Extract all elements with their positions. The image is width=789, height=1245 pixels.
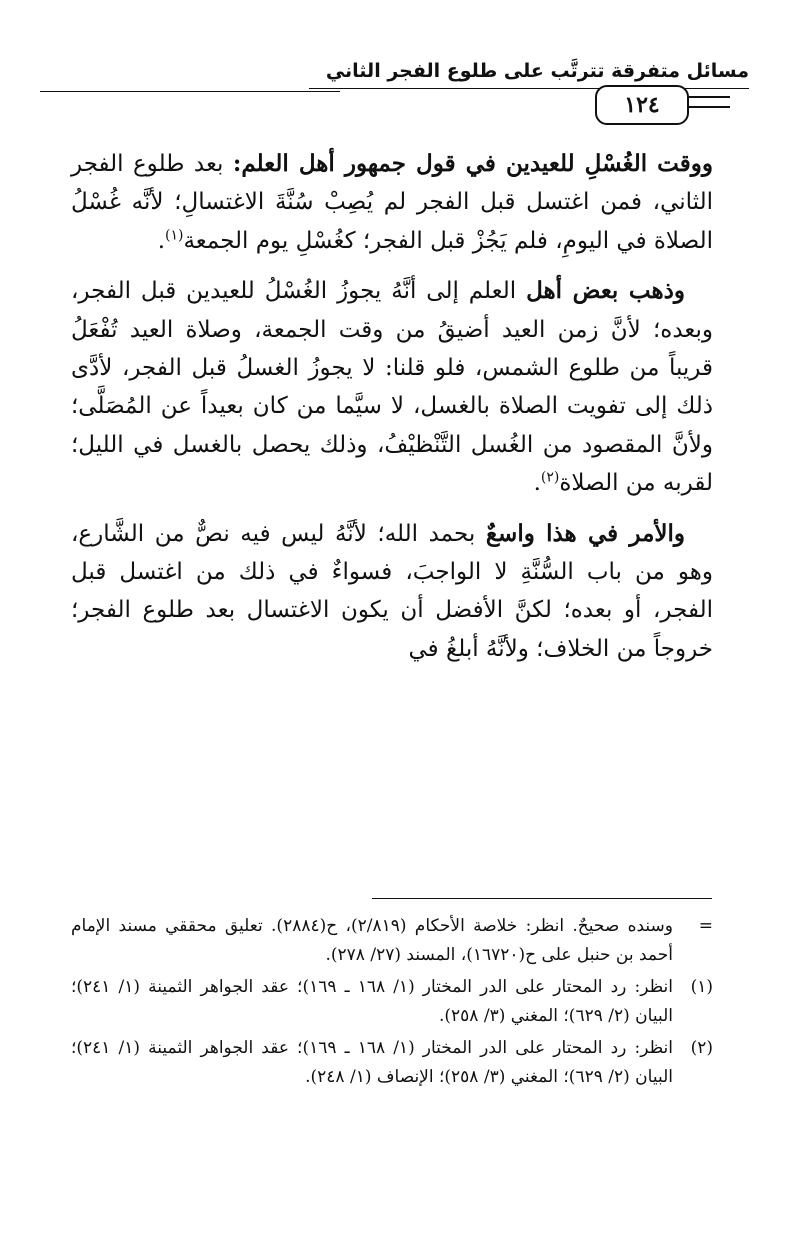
footnotes [71, 912, 713, 1095]
page-number-ornament [685, 96, 730, 108]
paragraph-tail: . [157, 227, 165, 254]
paragraph-body: العلم إلى أنَّهُ يجوزُ الغُسْلُ للعيدين قبل الفجر، وبعده؛ لأنَّ زمن العيد أضيقُ من وقت الجمعة، وصلاة العيد تُفْعَلُ قريباً من طلوع الشمس، فلو قلنا: لا يجوزُ الغسلُ قبل الفجر، لأدَّى ذلك إلى تفويت الصلاة بالغسل، لا سيَّما من كان بعيداً عن المُصَلَّى؛ ولأنَّ المقصود من الغُسل التَّنْظيْفُ، وذلك يحصل بالغسل في الليل؛ لقربه من الصلاة [71, 278, 713, 497]
footnote-item [71, 973, 713, 1030]
footnote-item [71, 1034, 713, 1091]
footnote-text: انظر: رد المحتار على الدر المختار (١/ ١٦٨ ـ ١٦٩)؛ عقد الجواهر الثمينة (١/ ٢٤١)؛ البيان (٢/ ٦٢٩)؛ المغني (٣/ ٢٥٨). [71, 977, 673, 1026]
footnote-mark: = [698, 916, 713, 936]
main-text [71, 145, 713, 680]
footnote-mark: (١) [690, 977, 713, 997]
footnote-item [71, 912, 713, 969]
paragraph-2 [71, 272, 713, 502]
footnote-ref: (٢) [540, 469, 560, 486]
header-rule [40, 91, 340, 92]
running-title: مسائل متفرقة تترتَّب على طلوع الفجر الثاني [309, 58, 749, 89]
paragraph-lead: وذهب بعض أهل [526, 277, 685, 305]
paragraph-1 [71, 145, 713, 260]
footnote-mark: (٢) [690, 1038, 713, 1058]
paragraph-body: بحمد الله؛ لأنَّهُ ليس فيه نصٌّ من الشَّارع، وهو من باب السُّنَّةِ لا الواجبَ، فسواءٌ في ذلك من اغتسل قبل الفجر، أو بعده؛ لكنَّ الأفضل أن يكون الاغتسال بعد طلوع الفجر؛ خروجاً من الخلاف؛ ولأنَّهُ أبلغُ في [71, 520, 713, 662]
page-number: ١٢٤ [595, 85, 689, 125]
paragraph-lead: والأمر في هذا واسعٌ [485, 519, 686, 547]
paragraph-lead: ووقت الغُسْلِ للعيدين في قول جمهور أهل العلم: [232, 150, 713, 177]
paragraph-body: بعد طلوع الفجر الثاني، فمن اغتسل قبل الفجر لم يُصِبْ سُنَّةَ الاغتسالِ؛ لأنَّه غُسْلُ الصلاة في اليومِ، فلم يَجُزْ قبل الفجر؛ كغُسْلِ يوم الجمعة [71, 151, 713, 254]
footnote-ref: (١) [165, 227, 184, 244]
footnote-text: انظر: رد المحتار على الدر المختار (١/ ١٦٨ ـ ١٦٩)؛ عقد الجواهر الثمينة (١/ ٢٤١)؛ البيان (٢/ ٦٢٩)؛ المغني (٣/ ٢٥٨)؛ الإنصاف (١/ ٢٤٨). [71, 1038, 673, 1087]
footnote-separator [372, 898, 712, 899]
paragraph-3 [71, 515, 713, 669]
paragraph-tail: . [533, 470, 541, 497]
footnote-text: وسنده صحيحٌ. انظر: خلاصة الأحكام (٢/٨١٩)، ح(٢٨٨٤). تعليق محققي مسند الإمام أحمد بن حنبل على ح(١٦٧٢٠)، المسند (٢٧/ ٢٧٨). [71, 916, 673, 965]
